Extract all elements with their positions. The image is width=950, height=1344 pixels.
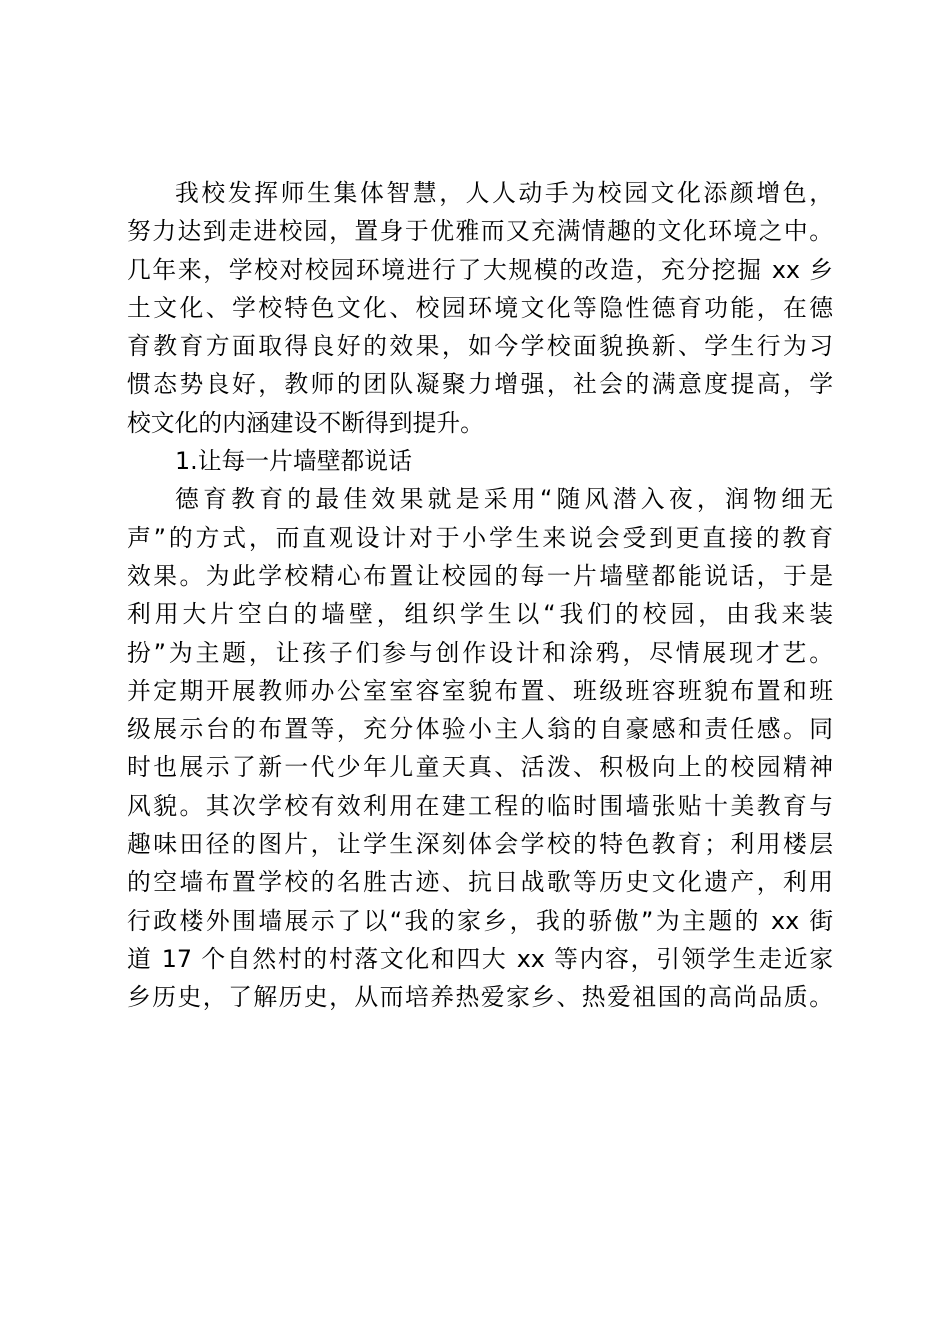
text-line: 级展示台的布置等，充分体验小主人翁的自豪感和责任感。同 (127, 715, 833, 744)
text-line: 扮”为主题，让孩子们参与创作设计和涂鸦，尽情展现才艺。 (127, 638, 833, 667)
text-line: 的空墙布置学校的名胜古迹、抗日战歌等历史文化遗产，利用 (127, 868, 833, 897)
text-line: 德育教育的最佳效果就是采用“随风潜入夜，润物细无 (175, 485, 833, 514)
text-line: 并定期开展教师办公室室容室貌布置、班级班容班貌布置和班 (127, 676, 833, 705)
text-line: 我校发挥师生集体智慧，人人动手为校园文化添颜增色， (175, 179, 833, 207)
text-line: 乡历史，了解历史，从而培养热爱家乡、热爱祖国的高尚品质。 (127, 983, 833, 1012)
body-text (127, 174, 833, 1017)
section-heading: 1.让每一片墙壁都说话 (175, 447, 412, 476)
text-line: 惯态势良好，教师的团队凝聚力增强，社会的满意度提高，学 (127, 370, 833, 399)
text-line: 道 17 个自然村的村落文化和四大 xx 等内容，引领学生走近家 (127, 944, 833, 973)
text-line: 利用大片空白的墙壁，组织学生以“我们的校园，由我来装 (127, 600, 833, 629)
text-line: 育教育方面取得良好的效果，如今学校面貌换新、学生行为习 (127, 332, 833, 361)
text-line: 努力达到走进校园，置身于优雅而又充满情趣的文化环境之中。 (127, 217, 833, 246)
text-line: 趣味田径的图片，让学生深刻体会学校的特色教育；利用楼层 (127, 830, 833, 859)
text-line: 效果。为此学校精心布置让校园的每一片墙壁都能说话，于是 (127, 561, 833, 590)
text-line: 时也展示了新一代少年儿童天真、活泼、积极向上的校园精神 (127, 753, 833, 782)
text-line: 行政楼外围墙展示了以“我的家乡，我的骄傲”为主题的 xx 街 (127, 906, 833, 935)
text-line: 土文化、学校特色文化、校园环境文化等隐性德育功能，在德 (127, 293, 833, 322)
text-line: 声”的方式，而直观设计对于小学生来说会受到更直接的教育 (127, 523, 833, 552)
text-line: 几年来，学校对校园环境进行了大规模的改造，充分挖掘 xx 乡 (127, 255, 833, 284)
text-line: 风貌。其次学校有效利用在建工程的临时围墙张贴十美教育与 (127, 791, 833, 820)
text-line: 校文化的内涵建设不断得到提升。 (127, 408, 484, 437)
